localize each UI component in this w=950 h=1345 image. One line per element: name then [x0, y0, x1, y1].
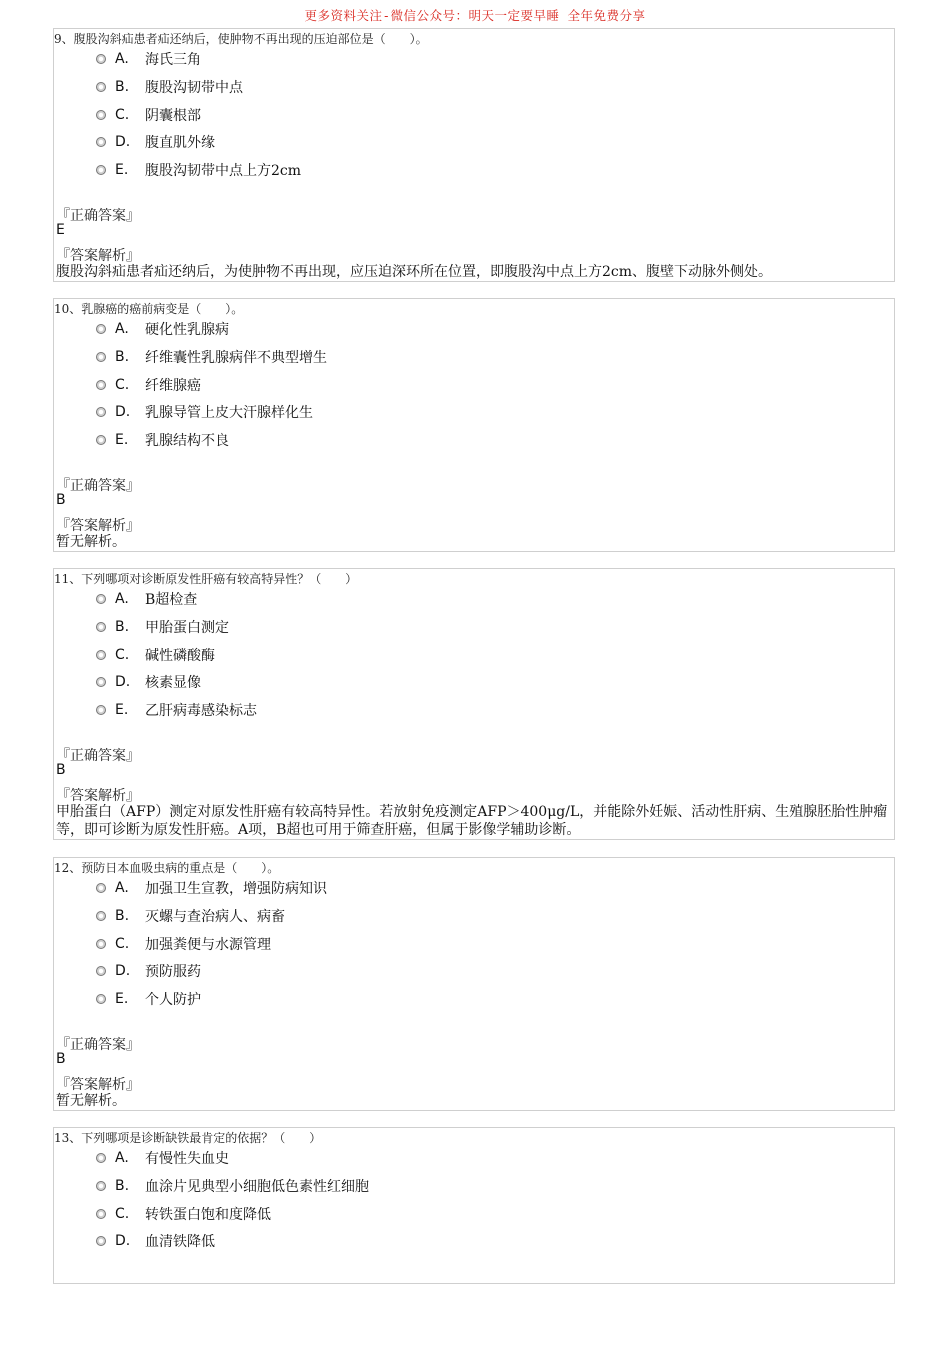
radio-icon[interactable] [96, 137, 106, 147]
option-c[interactable]: C. 阴囊根部 [96, 105, 201, 125]
correct-answer: E [56, 222, 65, 238]
radio-icon[interactable] [96, 650, 106, 660]
analysis-header: 『答案解析』 [56, 248, 140, 264]
radio-icon[interactable] [96, 324, 106, 334]
analysis-text: 甲胎蛋白（AFP）测定对原发性肝癌有较高特异性。若放射免疫测定AFP＞400μg/L，并能除外妊娠、活动性肝病、生殖腺胚胎性肿瘤等，即可诊断为原发性肝癌。A项，B超也可用于筛查肝癌，但属于影像学辅助诊断。 [56, 804, 888, 838]
question-card-12 [53, 857, 895, 1111]
radio-icon[interactable] [96, 1236, 106, 1246]
option-b[interactable]: B. 纤维囊性乳腺病伴不典型增生 [96, 347, 327, 367]
answer-header: 『正确答案』 [56, 478, 140, 494]
option-e[interactable]: E. 腹股沟韧带中点上方2cm [96, 160, 301, 180]
option-a[interactable]: A. 海氏三角 [96, 49, 201, 69]
question-title: 13、下列哪项是诊断缺铁最肯定的依据？（ ） [54, 1131, 322, 1145]
option-a[interactable]: A. 硬化性乳腺病 [96, 319, 229, 339]
radio-icon[interactable] [96, 165, 106, 175]
option-d[interactable]: D. 预防服药 [96, 961, 201, 981]
radio-icon[interactable] [96, 380, 106, 390]
option-a[interactable]: A. B超检查 [96, 589, 197, 609]
analysis-header: 『答案解析』 [56, 1077, 140, 1093]
analysis-header: 『答案解析』 [56, 518, 140, 534]
question-title: 12、预防日本血吸虫病的重点是（ ）。 [54, 861, 280, 875]
option-d[interactable]: D. 核素显像 [96, 672, 201, 692]
analysis-header: 『答案解析』 [56, 788, 140, 804]
option-b[interactable]: B. 甲胎蛋白测定 [96, 617, 229, 637]
option-d[interactable]: D. 腹直肌外缘 [96, 132, 215, 152]
answer-header: 『正确答案』 [56, 208, 140, 224]
option-c[interactable]: C. 转铁蛋白饱和度降低 [96, 1204, 271, 1224]
radio-icon[interactable] [96, 352, 106, 362]
answer-header: 『正确答案』 [56, 1037, 140, 1053]
radio-icon[interactable] [96, 911, 106, 921]
analysis-text: 腹股沟斜疝患者疝还纳后，为使肿物不再出现，应压迫深环所在位置，即腹股沟中点上方2cm、腹壁下动脉外侧处。 [56, 264, 773, 280]
radio-icon[interactable] [96, 994, 106, 1004]
radio-icon[interactable] [96, 82, 106, 92]
option-a[interactable]: A. 有慢性失血史 [96, 1148, 229, 1168]
radio-icon[interactable] [96, 883, 106, 893]
option-e[interactable]: E. 乙肝病毒感染标志 [96, 700, 257, 720]
option-e[interactable]: E. 乳腺结构不良 [96, 430, 229, 450]
answer-header: 『正确答案』 [56, 748, 140, 764]
option-b[interactable]: B. 灭螺与查治病人、病畜 [96, 906, 285, 926]
radio-icon[interactable] [96, 54, 106, 64]
option-c[interactable]: C. 纤维腺癌 [96, 375, 201, 395]
option-d[interactable]: D. 血清铁降低 [96, 1231, 215, 1251]
analysis-text: 暂无解析。 [56, 534, 126, 550]
question-card-10 [53, 298, 895, 552]
promo-banner: 更多资料关注-微信公众号：明天一定要早睡 全年免费分享 [304, 8, 646, 23]
correct-answer: B [56, 492, 66, 508]
question-card-11 [53, 568, 895, 840]
radio-icon[interactable] [96, 622, 106, 632]
option-b[interactable]: B. 血涂片见典型小细胞低色素性红细胞 [96, 1176, 369, 1196]
radio-icon[interactable] [96, 705, 106, 715]
option-b[interactable]: B. 腹股沟韧带中点 [96, 77, 243, 97]
question-title: 9、腹股沟斜疝患者疝还纳后，使肿物不再出现的压迫部位是（ ）。 [54, 32, 428, 46]
radio-icon[interactable] [96, 594, 106, 604]
option-c[interactable]: C. 碱性磷酸酶 [96, 645, 215, 665]
radio-icon[interactable] [96, 1209, 106, 1219]
radio-icon[interactable] [96, 1153, 106, 1163]
question-card-13 [53, 1127, 895, 1284]
option-e[interactable]: E. 个人防护 [96, 989, 201, 1009]
radio-icon[interactable] [96, 1181, 106, 1191]
analysis-text: 暂无解析。 [56, 1093, 126, 1109]
radio-icon[interactable] [96, 435, 106, 445]
correct-answer: B [56, 1051, 66, 1067]
radio-icon[interactable] [96, 677, 106, 687]
option-d[interactable]: D. 乳腺导管上皮大汗腺样化生 [96, 402, 313, 422]
radio-icon[interactable] [96, 939, 106, 949]
radio-icon[interactable] [96, 407, 106, 417]
option-a[interactable]: A. 加强卫生宣教，增强防病知识 [96, 878, 327, 898]
question-title: 10、乳腺癌的癌前病变是（ ）。 [54, 302, 244, 316]
question-title: 11、下列哪项对诊断原发性肝癌有较高特异性？（ ） [54, 572, 358, 586]
radio-icon[interactable] [96, 110, 106, 120]
option-c[interactable]: C. 加强粪便与水源管理 [96, 934, 271, 954]
question-card-9 [53, 28, 895, 282]
correct-answer: B [56, 762, 66, 778]
radio-icon[interactable] [96, 966, 106, 976]
